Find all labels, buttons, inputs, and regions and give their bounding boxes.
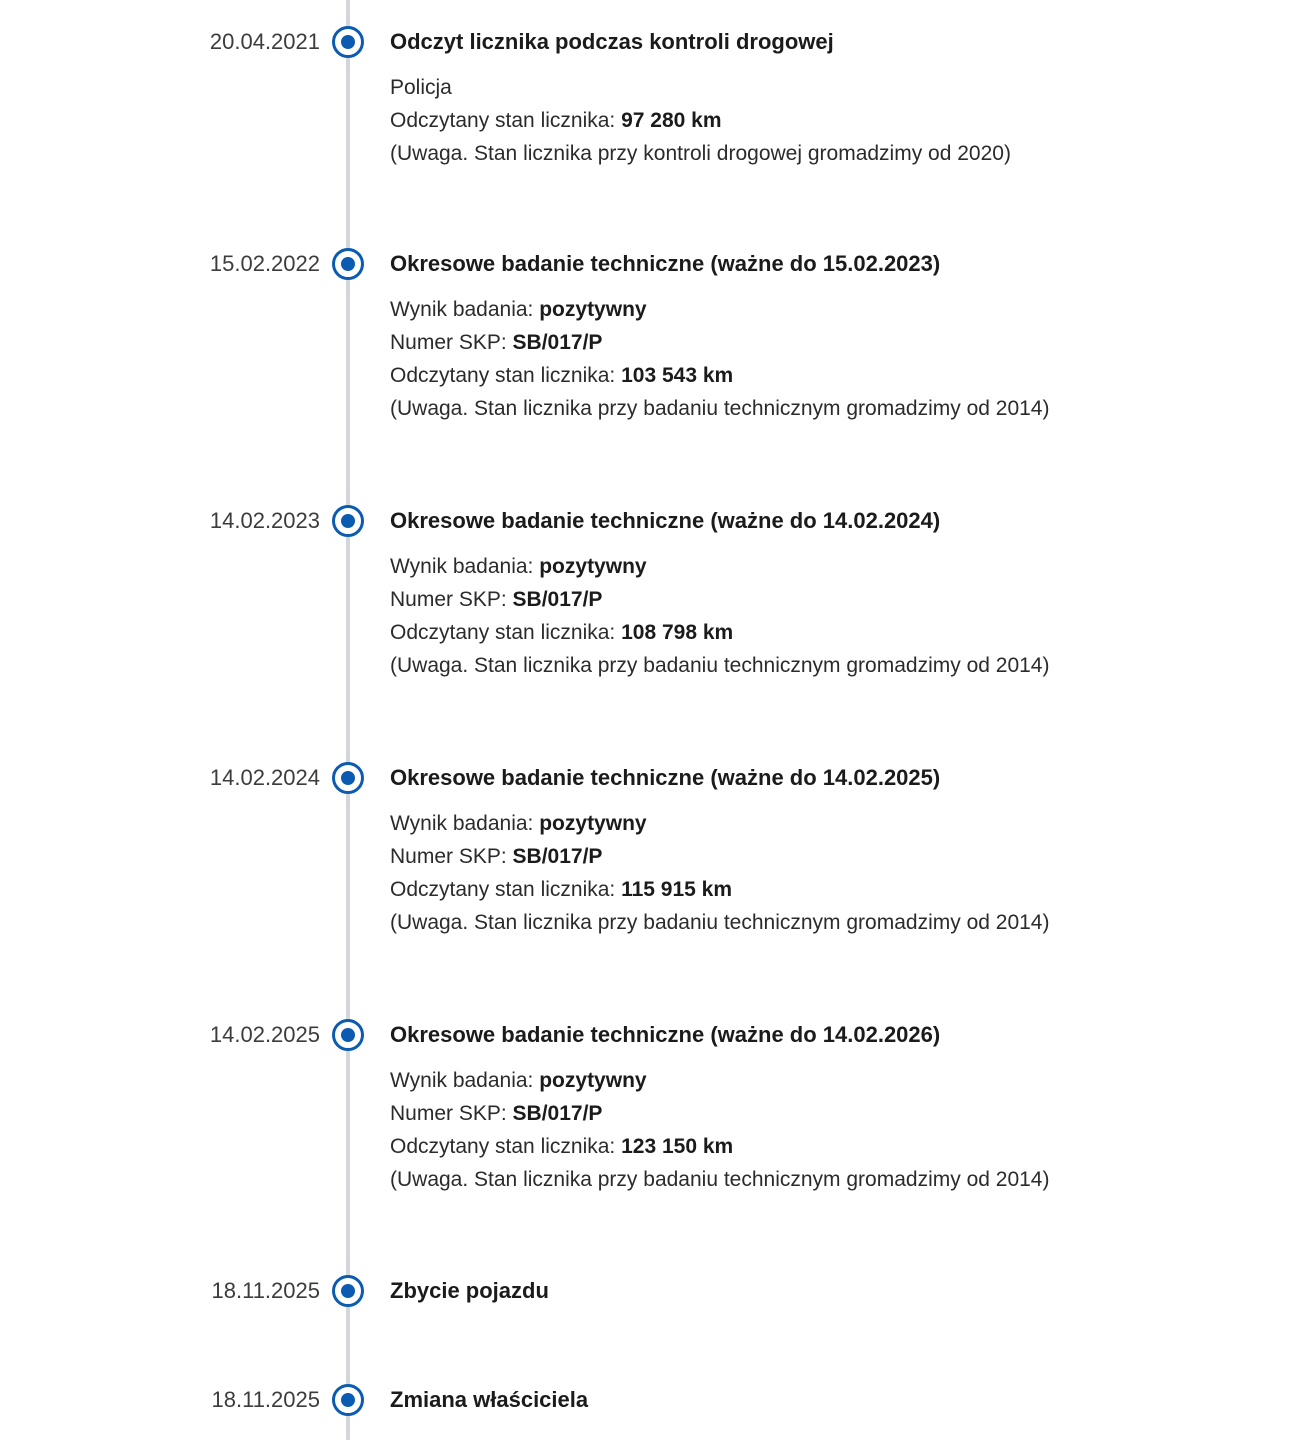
result-value: pozytywny <box>539 555 647 578</box>
event-title: Zbycie pojazdu <box>390 1278 549 1303</box>
skp-label: Numer SKP: <box>390 588 513 611</box>
odometer-value: 123 150 km <box>621 1135 734 1158</box>
event-details <box>390 71 1011 170</box>
event-note: (Uwaga. Stan licznika przy badaniu technicznym gromadzimy od 2014) <box>390 1168 1050 1191</box>
event-details <box>390 550 1049 682</box>
timeline-line <box>346 0 350 1440</box>
skp-line <box>390 326 1049 359</box>
odometer-label: Odczytany stan licznika: <box>390 1135 622 1158</box>
event-title: Okresowe badanie techniczne (ważne do 14.02.2024) <box>390 508 941 533</box>
event-details <box>390 1064 1049 1196</box>
odometer-value: 108 798 km <box>621 621 734 644</box>
result-line <box>390 550 1049 583</box>
odometer-line <box>390 1130 1049 1163</box>
event-note: (Uwaga. Stan licznika przy kontroli drogowej gromadzimy od 2020) <box>390 142 1011 165</box>
result-value: pozytywny <box>539 1069 647 1092</box>
event-title: Zmiana właściciela <box>390 1387 589 1412</box>
odometer-line <box>390 616 1049 649</box>
event-date: 18.11.2025 <box>211 1278 320 1303</box>
event-details <box>390 807 1049 939</box>
event-note: (Uwaga. Stan licznika przy badaniu technicznym gromadzimy od 2014) <box>390 654 1050 677</box>
skp-line <box>390 583 1049 616</box>
event-title: Okresowe badanie techniczne (ważne do 15.02.2023) <box>390 251 941 276</box>
odometer-line <box>390 873 1049 906</box>
skp-line <box>390 1097 1049 1130</box>
odometer-value: 103 543 km <box>621 364 734 387</box>
event-title: Okresowe badanie techniczne (ważne do 14.02.2025) <box>390 765 941 790</box>
odometer-value: 97 280 km <box>621 109 722 132</box>
event-date: 18.11.2025 <box>211 1387 320 1412</box>
event-date: 14.02.2025 <box>209 1022 320 1047</box>
odometer-label: Odczytany stan licznika: <box>390 109 622 132</box>
result-value: pozytywny <box>539 298 647 321</box>
skp-value: SB/017/P <box>512 331 603 354</box>
event-title: Okresowe badanie techniczne (ważne do 14.02.2026) <box>390 1022 941 1047</box>
result-label: Wynik badania: <box>390 555 540 578</box>
skp-label: Numer SKP: <box>390 1102 513 1125</box>
skp-value: SB/017/P <box>512 1102 603 1125</box>
odometer-line <box>390 104 1011 137</box>
event-note: (Uwaga. Stan licznika przy badaniu technicznym gromadzimy od 2014) <box>390 911 1050 934</box>
skp-label: Numer SKP: <box>390 845 513 868</box>
odometer-line <box>390 359 1049 392</box>
skp-value: SB/017/P <box>512 588 603 611</box>
timeline-dot-icon <box>332 1384 364 1416</box>
timeline-dot-icon <box>332 26 364 58</box>
timeline-dot-icon <box>332 1019 364 1051</box>
odometer-label: Odczytany stan licznika: <box>390 364 622 387</box>
timeline-dot-icon <box>332 1275 364 1307</box>
result-label: Wynik badania: <box>390 298 540 321</box>
event-date: 15.02.2022 <box>209 251 320 276</box>
result-line <box>390 1064 1049 1097</box>
skp-label: Numer SKP: <box>390 331 513 354</box>
event-source: Policja <box>390 76 452 99</box>
result-value: pozytywny <box>539 812 647 835</box>
result-label: Wynik badania: <box>390 812 540 835</box>
event-title: Odczyt licznika podczas kontroli drogowej <box>390 29 834 54</box>
timeline-dot-icon <box>332 762 364 794</box>
event-details <box>390 293 1049 425</box>
result-line <box>390 807 1049 840</box>
odometer-value: 115 915 km <box>621 878 733 901</box>
timeline-dot-icon <box>332 248 364 280</box>
result-line <box>390 293 1049 326</box>
event-date: 14.02.2023 <box>209 508 320 533</box>
event-note: (Uwaga. Stan licznika przy badaniu technicznym gromadzimy od 2014) <box>390 397 1050 420</box>
odometer-label: Odczytany stan licznika: <box>390 878 622 901</box>
event-date: 20.04.2021 <box>209 29 320 54</box>
event-date: 14.02.2024 <box>209 765 320 790</box>
odometer-label: Odczytany stan licznika: <box>390 621 622 644</box>
skp-line <box>390 840 1049 873</box>
timeline-dot-icon <box>332 505 364 537</box>
skp-value: SB/017/P <box>512 845 603 868</box>
result-label: Wynik badania: <box>390 1069 540 1092</box>
